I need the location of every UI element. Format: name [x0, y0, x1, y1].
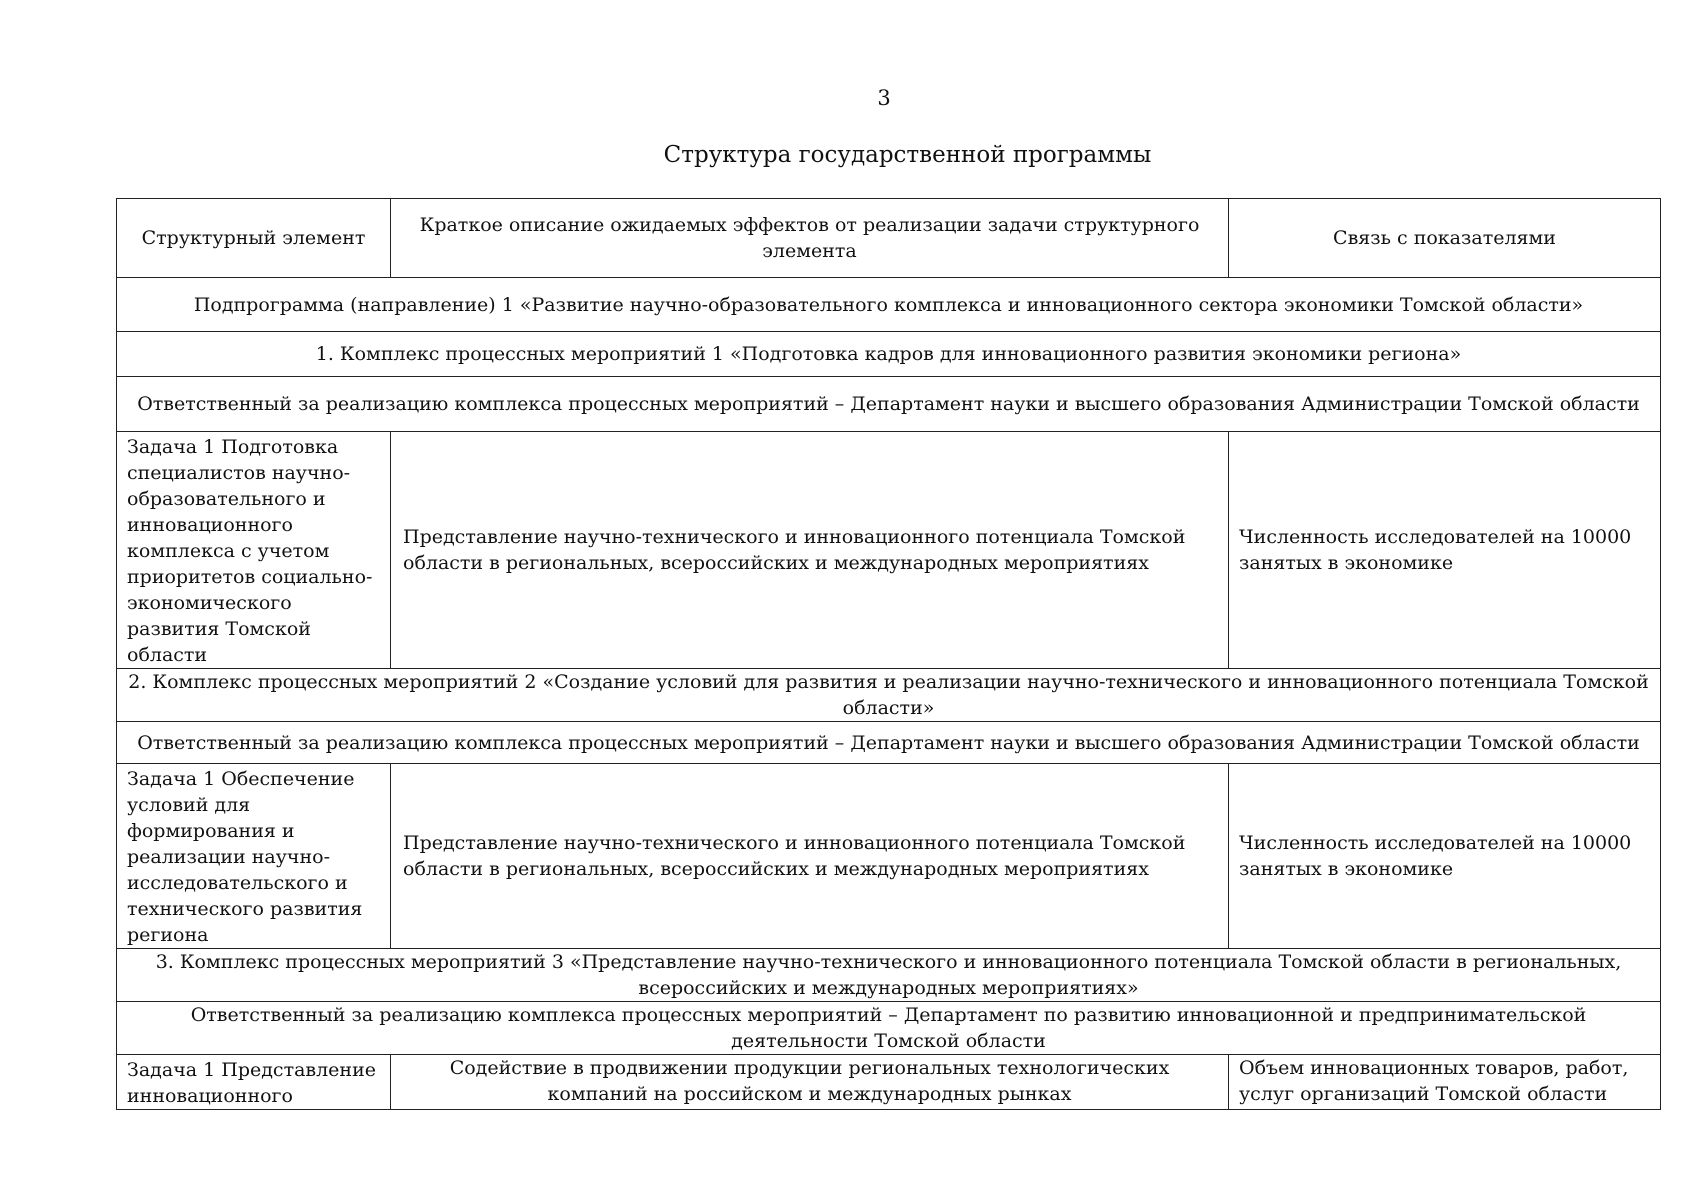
header-structural-element: Структурный элемент [117, 199, 391, 278]
complex-title-row [117, 949, 1661, 1002]
header-row [117, 199, 1661, 278]
complex-2-task: Задача 1 Обеспечение условий для формирования и реализации научно-исследовательского и технического развития региона [117, 764, 391, 949]
program-structure-table [116, 198, 1661, 1110]
complex-2-title: 2. Комплекс процессных мероприятий 2 «Создание условий для развития и реализации научно-технического и инновационного потенциала Томской области» [117, 669, 1661, 722]
complex-3-title: 3. Комплекс процессных мероприятий 3 «Представление научно-технического и инновационного потенциала Томской области в региональных, всероссийских и международных мероприятиях» [117, 949, 1661, 1002]
responsible-row [117, 1002, 1661, 1055]
complex-title-row [117, 332, 1661, 377]
task-row [117, 764, 1661, 949]
document-title: Структура государственной программы [663, 142, 1152, 168]
task-row [117, 432, 1661, 669]
task-row [117, 1055, 1661, 1110]
complex-1-task: Задача 1 Подготовка специалистов научно-образовательного и инновационного комплекса с учетом приоритетов социально-экономического развития Томской области [117, 432, 391, 669]
complex-3-indicator: Объем инновационных товаров, работ, услуг организаций Томской области [1229, 1055, 1661, 1110]
responsible-row [117, 377, 1661, 432]
complex-3-responsible: Ответственный за реализацию комплекса процессных мероприятий – Департамент по развитию инновационной и предпринимательской деятельности Томской области [117, 1002, 1661, 1055]
complex-3-task: Задача 1 Представление инновационного [117, 1055, 391, 1110]
complex-2-indicator: Численность исследователей на 10000 занятых в экономике [1229, 764, 1661, 949]
complex-1-effect: Представление научно-технического и инновационного потенциала Томской области в региональных, всероссийских и международных мероприятиях [391, 432, 1229, 669]
responsible-row [117, 722, 1661, 764]
complex-1-responsible: Ответственный за реализацию комплекса процессных мероприятий – Департамент науки и высшего образования Администрации Томской области [117, 377, 1661, 432]
complex-1-title: 1. Комплекс процессных мероприятий 1 «Подготовка кадров для инновационного развития экономики региона» [117, 332, 1661, 377]
complex-3-effect: Содействие в продвижении продукции региональных технологических компаний на российском и международных рынках [391, 1055, 1229, 1110]
page-number: 3 [877, 86, 891, 110]
header-indicators-link: Связь с показателями [1229, 199, 1661, 278]
complex-1-indicator: Численность исследователей на 10000 занятых в экономике [1229, 432, 1661, 669]
subprogram-title: Подпрограмма (направление) 1 «Развитие научно-образовательного комплекса и инновационного сектора экономики Томской области» [117, 278, 1661, 332]
complex-2-responsible: Ответственный за реализацию комплекса процессных мероприятий – Департамент науки и высшего образования Администрации Томской области [117, 722, 1661, 764]
complex-title-row [117, 669, 1661, 722]
subprogram-row [117, 278, 1661, 332]
header-effects-description: Краткое описание ожидаемых эффектов от реализации задачи структурного элемента [391, 199, 1229, 278]
complex-2-effect: Представление научно-технического и инновационного потенциала Томской области в региональных, всероссийских и международных мероприятиях [391, 764, 1229, 949]
